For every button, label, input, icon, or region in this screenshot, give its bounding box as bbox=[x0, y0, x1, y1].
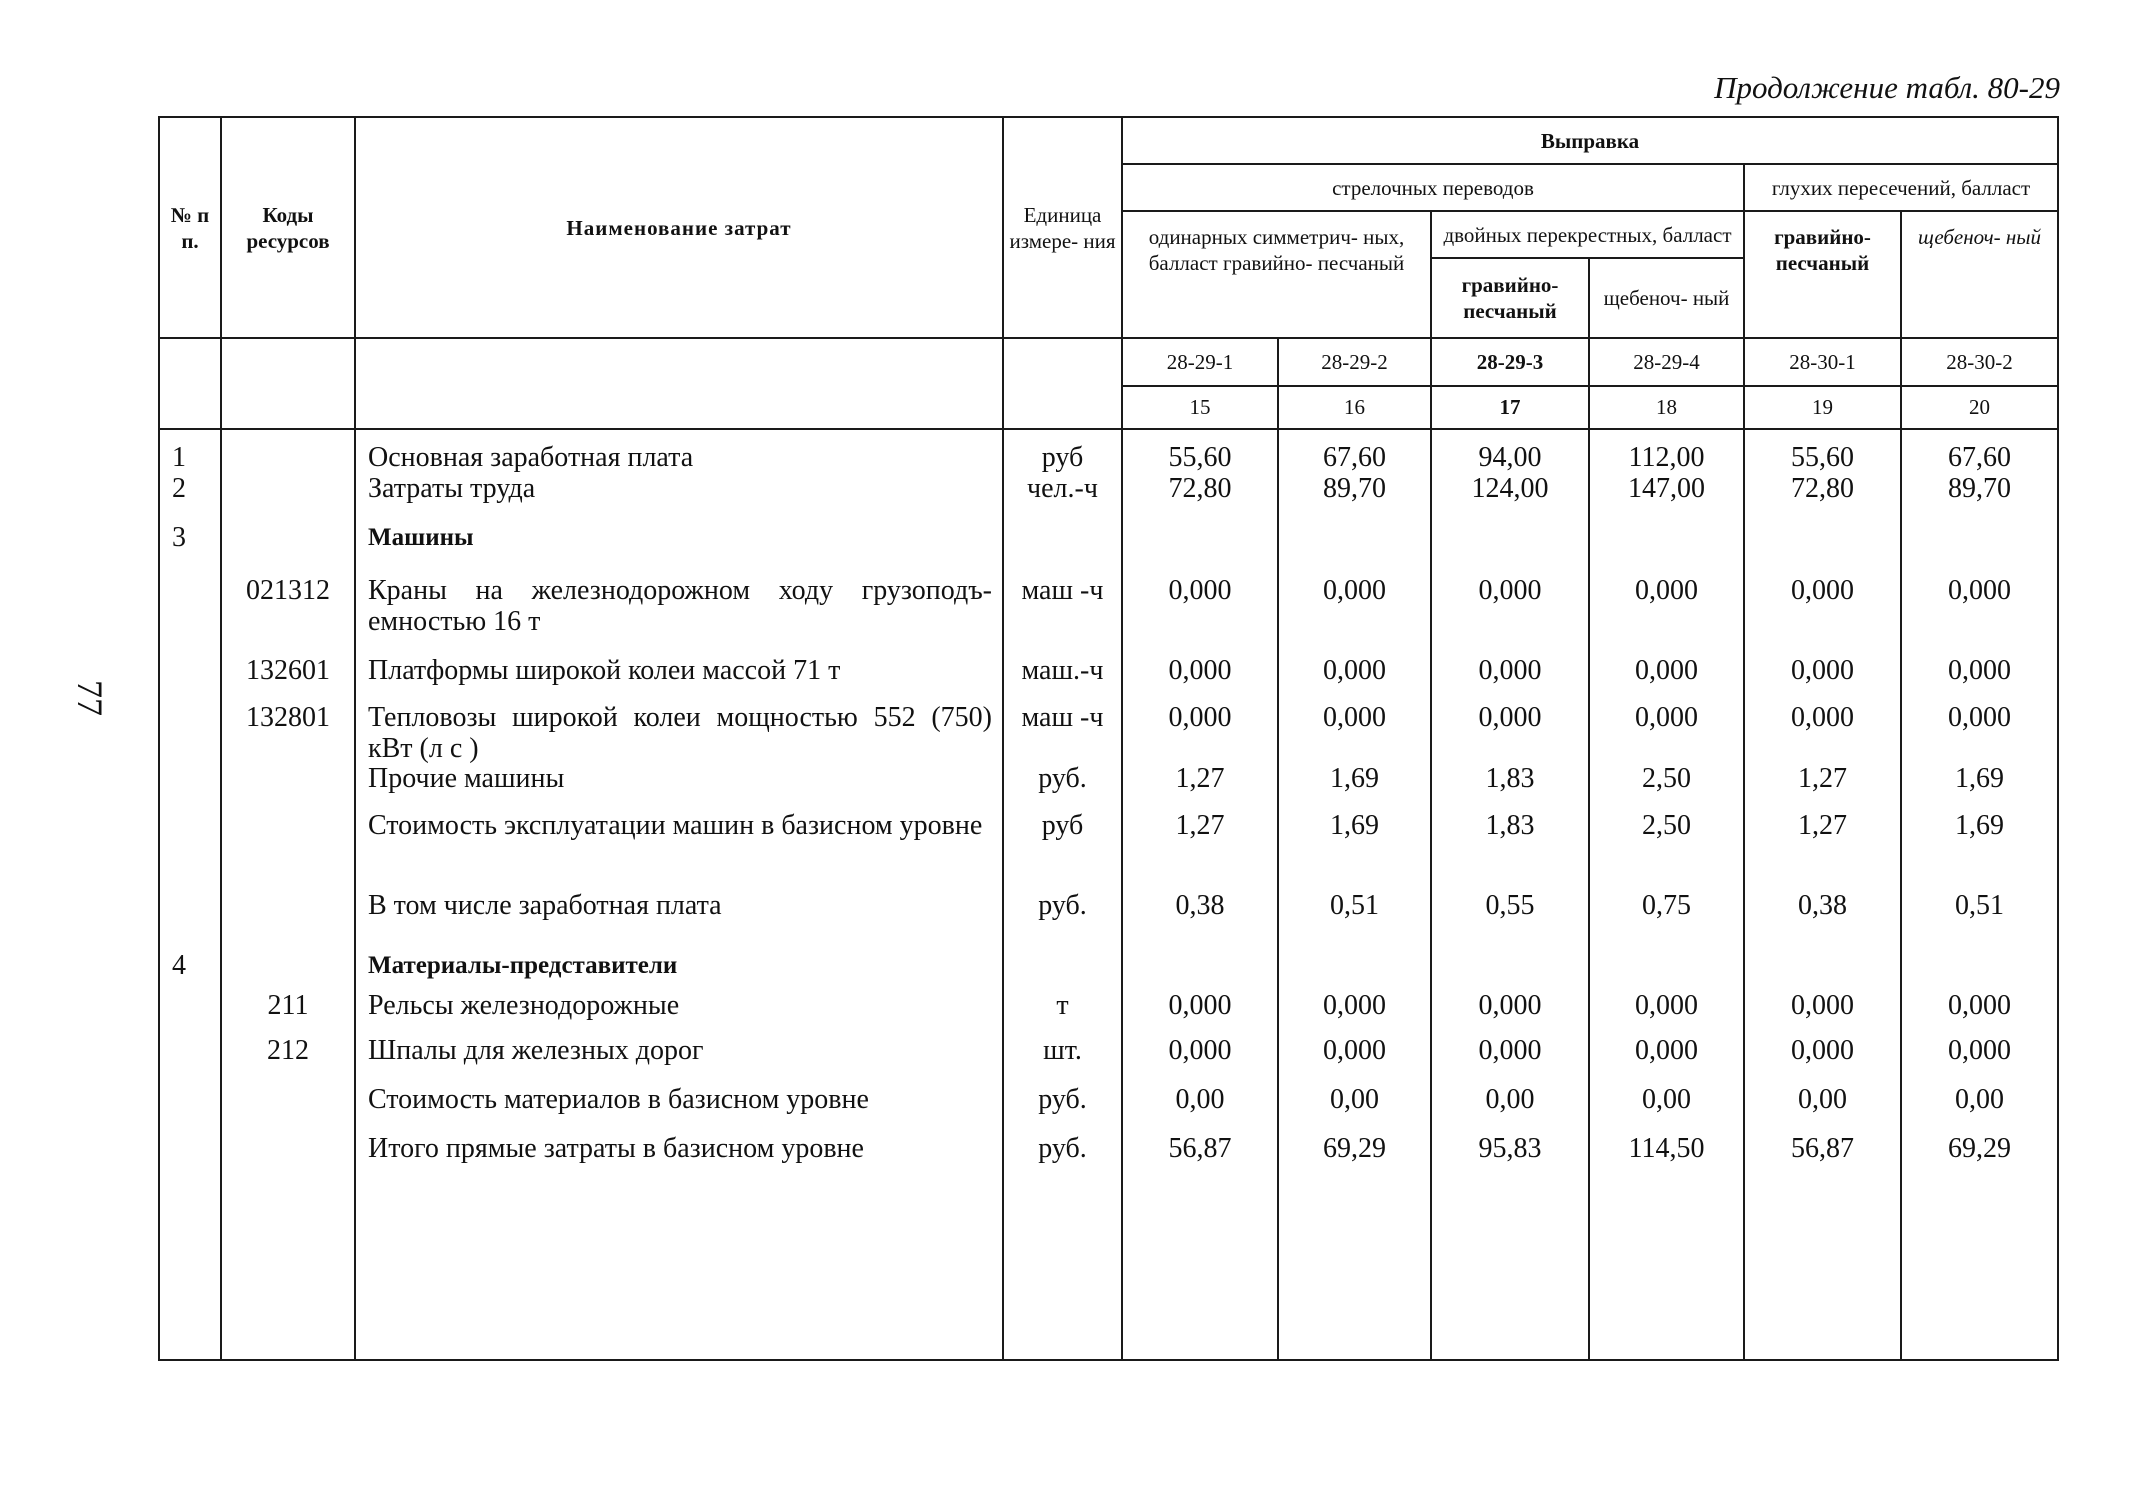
row-number: 4 bbox=[172, 950, 186, 981]
value-cell: 55,60 bbox=[1791, 442, 1854, 473]
header-sub1: стрелочных переводов bbox=[1122, 164, 1744, 211]
resource-code: 132801 bbox=[246, 702, 330, 733]
col-val-4 bbox=[1589, 429, 1744, 1360]
value-cell: 0,00 bbox=[1955, 1084, 2004, 1115]
cost-name: Машины bbox=[368, 524, 474, 551]
resource-code: 132601 bbox=[246, 655, 330, 686]
value-cell: 0,000 bbox=[1635, 990, 1698, 1021]
num-col-15: 15 bbox=[1122, 386, 1278, 429]
cost-name: Платформы широкой колеи массой 71 т bbox=[368, 655, 841, 686]
value-cell: 1,27 bbox=[1798, 763, 1847, 794]
code-col-3: 28-29-3 bbox=[1431, 338, 1589, 386]
resource-code: 212 bbox=[267, 1035, 309, 1066]
header-sub2: глухих пересечений, балласт bbox=[1744, 164, 2058, 211]
value-cell: 2,50 bbox=[1642, 763, 1691, 794]
value-cell: 56,87 bbox=[1168, 1133, 1232, 1164]
unit: шт. bbox=[1043, 1035, 1082, 1066]
unit: т bbox=[1056, 990, 1069, 1021]
value-cell: 1,69 bbox=[1330, 810, 1379, 841]
cost-name: Стоимость материалов в базисном уровне bbox=[368, 1084, 869, 1115]
unit: руб. bbox=[1038, 890, 1087, 921]
header-sub1a: одинарных симметрич- ных, балласт гравийно- песчаный bbox=[1122, 211, 1431, 338]
value-cell: 95,83 bbox=[1478, 1133, 1542, 1164]
value-cell: 2,50 bbox=[1642, 810, 1691, 841]
code-col-4: 28-29-4 bbox=[1589, 338, 1744, 386]
unit: руб. bbox=[1038, 763, 1087, 794]
value-cell: 0,38 bbox=[1175, 890, 1225, 921]
unit: руб. bbox=[1038, 1084, 1087, 1115]
value-cell: 1,27 bbox=[1798, 810, 1847, 841]
value-cell: 1,69 bbox=[1955, 810, 2004, 841]
unit: руб bbox=[1041, 810, 1084, 841]
value-cell: 147,00 bbox=[1628, 473, 1705, 504]
value-cell: 0,000 bbox=[1791, 990, 1854, 1021]
col-unit bbox=[1003, 429, 1122, 1360]
value-cell: 1,27 bbox=[1175, 763, 1225, 794]
unit: маш -ч bbox=[1021, 575, 1104, 606]
num-col-16: 16 bbox=[1278, 386, 1431, 429]
value-cell: 0,000 bbox=[1168, 655, 1232, 686]
cost-name: Краны на железнодорожном ходу грузоподъ-емностью 16 т bbox=[368, 575, 992, 637]
value-cell: 0,000 bbox=[1168, 575, 1232, 606]
value-cell: 0,000 bbox=[1323, 1035, 1386, 1066]
header-sub2b: щебеноч- ный bbox=[1901, 211, 2058, 338]
value-cell: 69,29 bbox=[1323, 1133, 1386, 1164]
col-name bbox=[355, 429, 1003, 1360]
col-val-6 bbox=[1901, 429, 2058, 1360]
resource-code: 021312 bbox=[246, 575, 330, 606]
value-cell: 0,000 bbox=[1948, 575, 2011, 606]
header-codes: Коды ресурсов bbox=[221, 117, 355, 338]
col-val-3 bbox=[1431, 429, 1589, 1360]
col-code bbox=[221, 429, 355, 1360]
value-cell: 0,000 bbox=[1323, 990, 1386, 1021]
value-cell: 0,000 bbox=[1478, 702, 1542, 733]
value-cell: 67,60 bbox=[1323, 442, 1386, 473]
header-name: Наименование затрат bbox=[355, 117, 1003, 338]
cost-name: Затраты труда bbox=[368, 473, 536, 504]
value-cell: 0,000 bbox=[1323, 575, 1386, 606]
cost-name: Материалы-представители bbox=[368, 952, 678, 979]
cost-name: Рельсы железнодорожные bbox=[368, 990, 680, 1021]
value-cell: 0,51 bbox=[1330, 890, 1379, 921]
value-cell: 56,87 bbox=[1791, 1133, 1854, 1164]
row-number: 1 bbox=[172, 442, 186, 473]
value-cell: 0,55 bbox=[1485, 890, 1535, 921]
value-cell: 0,00 bbox=[1175, 1084, 1225, 1115]
value-cell: 1,69 bbox=[1955, 763, 2004, 794]
value-cell: 72,80 bbox=[1168, 473, 1232, 504]
value-cell: 0,000 bbox=[1791, 702, 1854, 733]
num-col-18: 18 bbox=[1589, 386, 1744, 429]
row-number: 3 bbox=[172, 522, 186, 553]
cost-name: Шпалы для железных дорог bbox=[368, 1035, 704, 1066]
value-cell: 0,000 bbox=[1791, 575, 1854, 606]
value-cell: 0,000 bbox=[1478, 655, 1542, 686]
value-cell: 0,000 bbox=[1478, 990, 1542, 1021]
unit: руб. bbox=[1038, 1133, 1087, 1164]
cost-name: Тепловозы широкой колеи мощностью 552 (750) кВт (л с ) bbox=[368, 702, 992, 764]
value-cell: 0,00 bbox=[1330, 1084, 1379, 1115]
value-cell: 1,83 bbox=[1485, 810, 1535, 841]
value-cell: 89,70 bbox=[1948, 473, 2011, 504]
value-cell: 0,38 bbox=[1798, 890, 1847, 921]
header-unit: Единица измере- ния bbox=[1003, 117, 1122, 338]
value-cell: 0,000 bbox=[1168, 990, 1232, 1021]
col-val-2 bbox=[1278, 429, 1431, 1360]
header-num: № п п. bbox=[159, 117, 221, 338]
value-cell: 1,83 bbox=[1485, 763, 1535, 794]
header-group: Выправка bbox=[1122, 117, 2058, 164]
value-cell: 1,69 bbox=[1330, 763, 1379, 794]
cost-name: Прочие машины bbox=[368, 763, 565, 794]
value-cell: 1,27 bbox=[1175, 810, 1225, 841]
unit: чел.-ч bbox=[1027, 473, 1098, 504]
unit: маш.-ч bbox=[1021, 655, 1104, 686]
value-cell: 0,00 bbox=[1642, 1084, 1691, 1115]
cost-name: Основная заработная плата bbox=[368, 442, 694, 473]
value-cell: 89,70 bbox=[1323, 473, 1386, 504]
continuation-caption: Продолжение табл. 80-29 bbox=[1714, 70, 2060, 105]
num-col-19: 19 bbox=[1744, 386, 1901, 429]
value-cell: 112,00 bbox=[1628, 442, 1705, 473]
code-col-6: 28-30-2 bbox=[1901, 338, 2058, 386]
col-val-5 bbox=[1744, 429, 1901, 1360]
page-number: 77 bbox=[70, 680, 110, 716]
code-col-5: 28-30-1 bbox=[1744, 338, 1901, 386]
value-cell: 0,000 bbox=[1478, 575, 1542, 606]
row-number: 2 bbox=[172, 473, 186, 504]
value-cell: 0,000 bbox=[1948, 1035, 2011, 1066]
value-cell: 67,60 bbox=[1948, 442, 2011, 473]
value-cell: 69,29 bbox=[1948, 1133, 2011, 1164]
value-cell: 94,00 bbox=[1478, 442, 1542, 473]
num-col-17: 17 bbox=[1431, 386, 1589, 429]
value-cell: 0,000 bbox=[1323, 655, 1386, 686]
code-col-1: 28-29-1 bbox=[1122, 338, 1278, 386]
col-num bbox=[159, 429, 221, 1360]
value-cell: 0,000 bbox=[1168, 1035, 1232, 1066]
value-cell: 0,000 bbox=[1168, 702, 1232, 733]
value-cell: 0,000 bbox=[1635, 1035, 1698, 1066]
header-sub1b: двойных перекрестных, балласт bbox=[1431, 211, 1744, 258]
value-cell: 124,00 bbox=[1471, 473, 1549, 504]
value-cell: 0,000 bbox=[1635, 702, 1698, 733]
value-cell: 0,000 bbox=[1635, 655, 1698, 686]
header-sub1b1: гравийно- песчаный bbox=[1431, 258, 1589, 338]
value-cell: 0,000 bbox=[1948, 702, 2011, 733]
cost-table bbox=[158, 116, 2059, 1361]
value-cell: 0,000 bbox=[1478, 1035, 1542, 1066]
value-cell: 72,80 bbox=[1791, 473, 1854, 504]
value-cell: 55,60 bbox=[1168, 442, 1232, 473]
cost-name: Стоимость эксплуатации машин в базисном уровне bbox=[368, 810, 983, 841]
unit: руб bbox=[1041, 442, 1084, 473]
value-cell: 0,000 bbox=[1948, 990, 2011, 1021]
value-cell: 0,000 bbox=[1791, 655, 1854, 686]
value-cell: 0,000 bbox=[1948, 655, 2011, 686]
value-cell: 0,75 bbox=[1642, 890, 1691, 921]
value-cell: 0,51 bbox=[1955, 890, 2004, 921]
value-cell: 114,50 bbox=[1628, 1133, 1705, 1164]
value-cell: 0,000 bbox=[1323, 702, 1386, 733]
code-col-2: 28-29-2 bbox=[1278, 338, 1431, 386]
header-sub2a: гравийно- песчаный bbox=[1744, 211, 1901, 338]
cost-name: Итого прямые затраты в базисном уровне bbox=[368, 1133, 864, 1164]
value-cell: 0,000 bbox=[1635, 575, 1698, 606]
resource-code: 211 bbox=[267, 990, 309, 1021]
value-cell: 0,000 bbox=[1791, 1035, 1854, 1066]
unit: маш -ч bbox=[1021, 702, 1104, 733]
col-val-1 bbox=[1122, 429, 1278, 1360]
cost-name: В том числе заработная плата bbox=[368, 890, 722, 921]
value-cell: 0,00 bbox=[1798, 1084, 1847, 1115]
num-col-20: 20 bbox=[1901, 386, 2058, 429]
value-cell: 0,00 bbox=[1485, 1084, 1535, 1115]
header-sub1b2: щебеноч- ный bbox=[1589, 258, 1744, 338]
